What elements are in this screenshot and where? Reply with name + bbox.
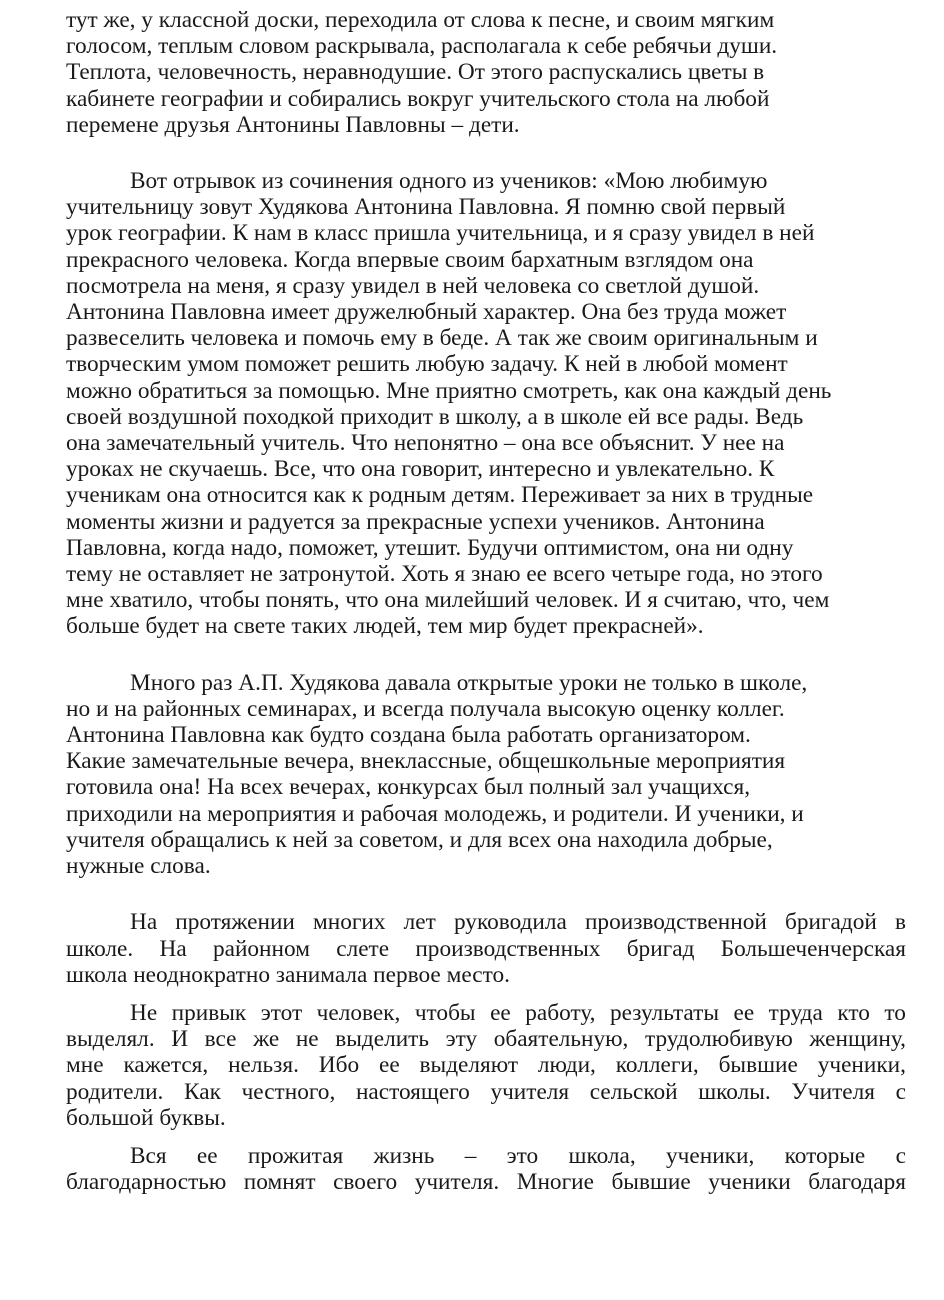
text-line: мне хватило, чтобы понять, что она милейший человек. И я считаю, что, чем — [66, 587, 830, 614]
word: которые — [784, 1142, 866, 1169]
word: Учителя — [791, 1078, 875, 1105]
justified-line — [66, 1000, 906, 1026]
text-line: учительницу зовут Худякова Антонина Павловна. Я помню свой первый — [66, 194, 786, 221]
text-line: ученикам она относится как к родным детям. Переживает за них в трудные — [66, 482, 814, 509]
word: человек, — [316, 999, 401, 1026]
word: производственной — [584, 909, 767, 936]
text-line: перемене друзья Антонины Павловны – дети. — [66, 111, 520, 138]
word: Большеченчерская — [720, 935, 906, 962]
word: родители. — [66, 1078, 164, 1105]
text-line: больше будет на свете таких людей, тем мир будет прекрасней». — [66, 613, 704, 640]
word: настоящего — [355, 1078, 470, 1105]
word: чтобы — [414, 999, 476, 1026]
word: выделяют — [419, 1052, 519, 1079]
word: ее — [490, 999, 511, 1026]
text-line: уроках не скучаешь. Все, что она говорит, интересно и увлекательно. К — [66, 456, 775, 483]
word: коллеги, — [615, 1052, 699, 1079]
text-line: Павловна, когда надо, поможет, утешит. Будучи оптимистом, она ни одну — [66, 534, 794, 561]
text-line: приходили на мероприятия и рабочая молодежь, и родители. И ученики, и — [66, 800, 804, 827]
justified-line — [66, 1026, 906, 1052]
justified-line — [66, 909, 906, 935]
document-page — [66, 0, 906, 1195]
word: бригадой — [784, 909, 877, 936]
word: люди, — [537, 1052, 596, 1079]
word: сельской — [589, 1078, 678, 1105]
word: труда — [768, 999, 823, 1026]
word: в — [894, 909, 906, 936]
word: школа, — [568, 1142, 636, 1169]
text-line: учителя обращались к ней за советом, и для всех она находила добрые, — [66, 826, 773, 853]
word: то — [884, 999, 906, 1026]
paragraph-open-lessons — [66, 670, 906, 880]
word: бывшие — [611, 1169, 691, 1196]
word: лет — [403, 909, 436, 936]
word: бригад — [626, 935, 695, 962]
text-line: своей воздушной походкой приходит в школу, а в школе ей все рады. Ведь — [66, 403, 804, 430]
word: работу, — [525, 999, 596, 1026]
text-line: Вот отрывок из сочинения одного из учеников: «Мою любимую — [130, 168, 768, 195]
text-line: Антонина Павловна как будто создана была работать организатором. — [66, 722, 751, 749]
word: школы. — [698, 1078, 771, 1105]
word: не — [295, 1026, 319, 1053]
text-line: посмотрела на меня, я сразу увидел в ней человека со светлой душой. — [66, 272, 760, 299]
word: же — [253, 1026, 280, 1053]
text-line: можно обратиться за помощью. Мне приятно смотреть, как она каждый день — [66, 377, 832, 404]
justified-line — [66, 1169, 906, 1195]
word: кажется, — [123, 1052, 209, 1079]
text-line: творческим умом поможет решить любую задачу. К ней в любой момент — [66, 351, 788, 378]
word: районном — [212, 935, 310, 962]
text-line: Какие замечательные вечера, внеклассные, общешкольные мероприятия — [66, 748, 786, 775]
word: трудолюбивую — [644, 1026, 793, 1053]
word: руководила — [453, 909, 567, 936]
text-line: Много раз А.П. Худякова давала открытые уроки не только в школе, — [130, 669, 808, 696]
word: ученики, — [666, 1142, 755, 1169]
text-line: Теплота, человечность, неравнодушие. От этого распускались цветы в — [66, 59, 765, 86]
word: протяжении — [175, 909, 295, 936]
text-line: большой буквы. — [66, 1104, 226, 1131]
word: прожитая — [247, 1142, 344, 1169]
word: благодарностью — [66, 1169, 227, 1196]
text-line: развеселить человека и помочь ему в беде. А так же своим оригинальным и — [66, 325, 818, 352]
text-line: она замечательный учитель. Что непонятно – она все объяснит. У нее на — [66, 430, 785, 457]
word: выделить — [335, 1026, 429, 1053]
word: с — [895, 1142, 906, 1169]
word: Не — [130, 999, 158, 1026]
text-line: но и на районных семинарах, и всегда получала высокую оценку коллег. — [66, 695, 785, 722]
paragraph-brigade — [66, 909, 906, 988]
word: эту — [445, 1026, 478, 1053]
word: Вся — [130, 1142, 167, 1169]
text-line: урок географии. К нам в класс пришла учительница, и я сразу увидел в ней — [66, 220, 815, 247]
paragraph-essay — [66, 168, 906, 640]
paragraph-recognition — [66, 1000, 906, 1131]
word: своего — [333, 1169, 398, 1196]
word: обаятельную, — [493, 1026, 629, 1053]
word: – — [464, 1142, 477, 1169]
word: все — [204, 1026, 237, 1053]
word: производственных — [415, 935, 601, 962]
word: ее — [733, 999, 755, 1026]
word: ученики — [708, 1169, 791, 1196]
word: ее — [378, 1052, 400, 1079]
word: привык — [171, 999, 247, 1026]
justified-line — [66, 1052, 906, 1078]
justified-line — [66, 936, 906, 962]
word: этот — [260, 999, 303, 1026]
word: выделял. — [66, 1026, 155, 1053]
justified-line — [66, 1143, 906, 1169]
word: женщину, — [809, 1026, 906, 1053]
word: учителя — [490, 1078, 570, 1105]
text-line: тут же, у классной доски, переходила от слова к песне, и своим мягким — [66, 7, 775, 33]
word: жизнь — [373, 1142, 435, 1169]
text-line: нужные слова. — [66, 853, 211, 880]
text-line: голосом, теплым словом раскрывала, располагала к себе ребячьи души. — [66, 33, 778, 60]
word: результаты — [609, 999, 719, 1026]
word: И — [171, 1026, 189, 1053]
word: помнят — [243, 1169, 316, 1196]
word: многих — [313, 909, 386, 936]
word: честного, — [241, 1078, 336, 1105]
text-line: тему не оставляет не затронутой. Хоть я знаю ее всего четыре года, но этого — [66, 561, 823, 588]
word: На — [130, 909, 158, 936]
word: ее — [196, 1142, 218, 1169]
paragraph-life — [66, 1143, 906, 1195]
word: бывшие — [718, 1052, 798, 1079]
text-line: Антонина Павловна имеет дружелюбный характер. Она без труда может — [66, 299, 787, 326]
paragraph-intro — [66, 7, 906, 138]
word: благодаря — [808, 1169, 906, 1196]
word: с — [895, 1078, 906, 1105]
word: мне — [66, 1052, 104, 1079]
word: Многие — [516, 1169, 594, 1196]
word: это — [506, 1142, 539, 1169]
word: слете — [336, 935, 390, 962]
text-line: школа неоднократно занимала первое место. — [66, 961, 510, 988]
word: школе. — [66, 935, 134, 962]
word: учителя. — [414, 1169, 500, 1196]
word: ученики, — [817, 1052, 906, 1079]
text-line: готовила она! На всех вечерах, конкурсах был полный зал учащихся, — [66, 774, 751, 801]
justified-line — [66, 1079, 906, 1105]
text-line: моменты жизни и радуется за прекрасные успехи учеников. Антонина — [66, 508, 765, 535]
text-line: прекрасного человека. Когда впервые своим бархатным взглядом она — [66, 246, 754, 273]
word: На — [159, 935, 187, 962]
word: нельзя. — [228, 1052, 299, 1079]
text-line: кабинете географии и собирались вокруг учительского стола на любой — [66, 85, 770, 112]
word: кто — [837, 999, 870, 1026]
word: Как — [184, 1078, 221, 1105]
word: Ибо — [318, 1052, 360, 1079]
